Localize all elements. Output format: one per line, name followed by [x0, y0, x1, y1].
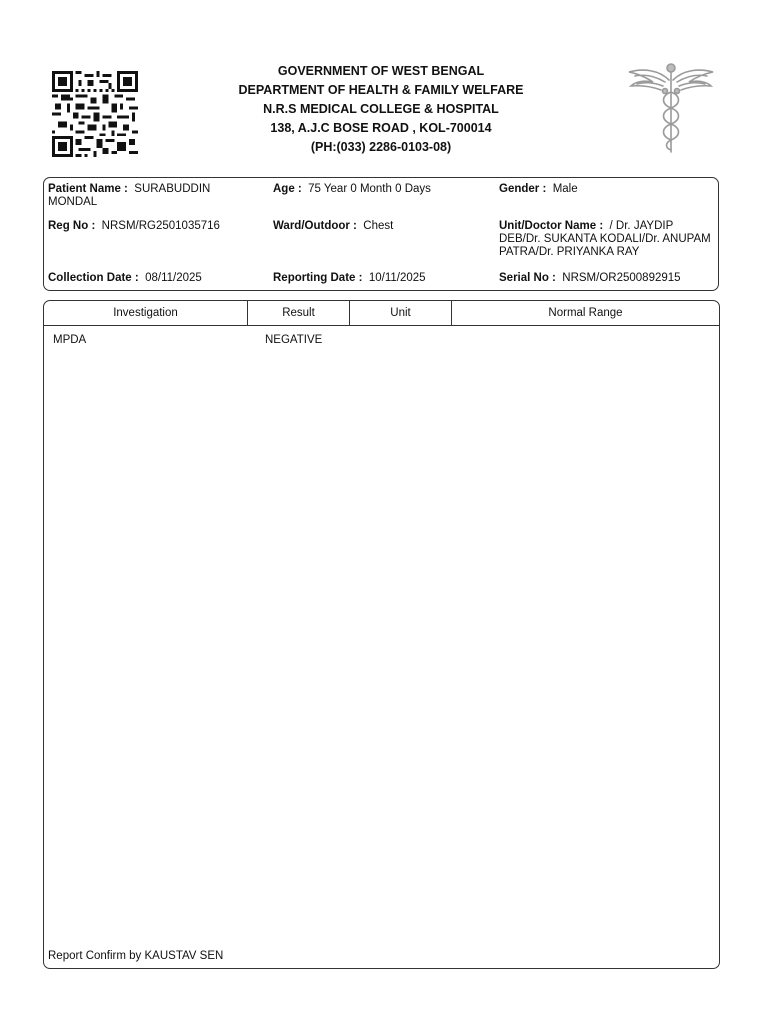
serial-no-field — [499, 272, 681, 285]
hospital-header — [200, 62, 562, 157]
patient-info-box — [43, 177, 719, 291]
age-field — [273, 183, 431, 196]
collection-date-label: Collection Date : — [48, 272, 139, 284]
header-government: GOVERNMENT OF WEST BENGAL — [277, 64, 485, 78]
collection-date-field — [48, 272, 202, 285]
unit-doctor-value-2: DEB/Dr. SUKANTA KODALI/Dr. ANUPAM — [499, 233, 711, 245]
unit-doctor-value-3: PATRA/Dr. PRIYANKA RAY — [499, 246, 640, 258]
patient-name-label: Patient Name : — [48, 183, 128, 195]
unit-doctor-field — [499, 220, 717, 259]
result-cell: NEGATIVE — [265, 334, 323, 346]
gender-label: Gender : — [499, 183, 547, 195]
gender-field — [499, 183, 578, 196]
header-department: DEPARTMENT OF HEALTH & FAMILY WELFARE — [238, 83, 524, 97]
column-normal-range: Normal Range — [548, 307, 623, 319]
reporting-date-field — [273, 272, 426, 285]
patient-name-value: SURABUDDIN — [134, 183, 211, 195]
patient-name-field — [48, 183, 258, 209]
ward-value: Chest — [363, 220, 394, 232]
reporting-date-value: 10/11/2025 — [368, 272, 426, 284]
investigation-cell: MPDA — [53, 334, 87, 346]
header-address: 138, A.J.C BOSE ROAD , KOL-700014 — [270, 121, 492, 135]
age-value: 75 Year 0 Month 0 Days — [308, 183, 431, 195]
gender-value: Male — [552, 183, 578, 195]
reg-no-value: NRSM/RG2501035716 — [101, 220, 220, 232]
age-label: Age : — [273, 183, 302, 195]
serial-no-label: Serial No : — [499, 272, 556, 284]
ward-field — [273, 220, 393, 233]
column-result: Result — [248, 301, 350, 325]
header-hospital-name: N.R.S MEDICAL COLLEGE & HOSPITAL — [263, 102, 499, 116]
results-table-body — [43, 325, 720, 969]
reporting-date-label: Reporting Date : — [273, 272, 363, 284]
header-phone: (PH:(033) 2286-0103-08) — [310, 140, 452, 154]
qr-code-icon — [52, 67, 138, 161]
patient-name-value-2: MONDAL — [48, 196, 98, 208]
column-unit: Unit — [350, 301, 452, 325]
ward-label: Ward/Outdoor : — [273, 220, 357, 232]
unit-doctor-value: / Dr. JAYDIP — [609, 220, 674, 232]
unit-doctor-label: Unit/Doctor Name : — [499, 220, 604, 232]
report-confirm-note: Report Confirm by KAUSTAV SEN — [48, 950, 224, 962]
reg-no-field — [48, 220, 220, 233]
caduceus-icon — [625, 60, 717, 156]
results-table-header — [43, 300, 720, 326]
collection-date-value: 08/11/2025 — [145, 272, 202, 284]
reg-no-label: Reg No : — [48, 220, 96, 232]
serial-no-value: NRSM/OR2500892915 — [562, 272, 681, 284]
column-investigation: Investigation — [44, 301, 248, 325]
